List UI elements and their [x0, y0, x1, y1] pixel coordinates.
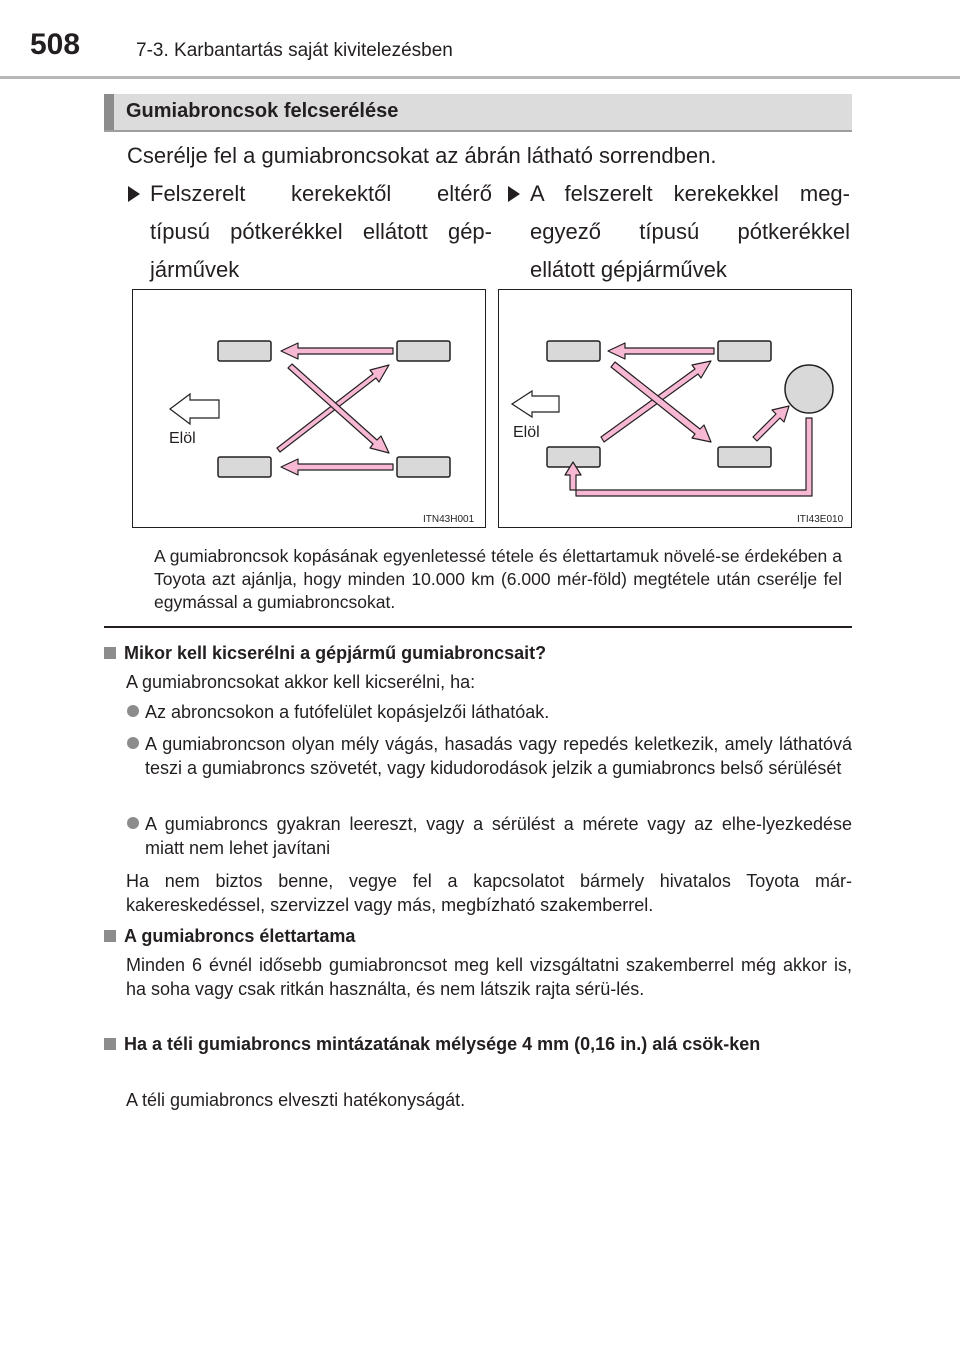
chapter-title: 7-3. Karbantartás saját kivitelezésben: [136, 40, 453, 61]
q2-heading: [104, 924, 852, 948]
tire-front-left: [218, 341, 271, 361]
q2-text: Minden 6 évnél idősebb gumiabroncsot meg kell vizsgáltatni szakemberrel még akkor is, ha soha vagy csak ritkán használta, és nem látszik rajta sérü-lés.: [126, 955, 852, 999]
q1-bullet: [145, 700, 852, 724]
arrow-spare-up-icon: [753, 406, 789, 441]
square-bullet-icon: [104, 647, 116, 659]
arrow-top-icon: [608, 343, 714, 359]
front-label: Elöl: [513, 424, 540, 441]
tire-rear-right: [718, 447, 771, 467]
column-heading-line: ellátott gépjárművek: [530, 257, 727, 282]
tire-rear-left: [218, 457, 271, 477]
column-heading-left: [150, 175, 492, 289]
q1-bullet: [145, 732, 852, 780]
section-accent: [104, 94, 114, 130]
q3-text: A téli gumiabroncs elveszti hatékonyságát.: [126, 1090, 466, 1110]
column-heading-line: egyező típusú pótkerékkel: [530, 219, 850, 244]
q1-heading-text: Mikor kell kicserélni a gépjármű gumiabroncsait?: [124, 643, 547, 663]
rotation-diagram-2: [499, 290, 853, 529]
spare-tire: [785, 365, 833, 413]
page-number: 508: [30, 28, 81, 61]
content-divider: [104, 626, 852, 628]
q1-bullet-text: Az abroncsokon a futófelület kopásjelzői láthatóak.: [145, 702, 550, 722]
rotation-diagram-1: [133, 290, 487, 529]
tire-rotation-figure-1: [132, 289, 486, 528]
square-bullet-icon: [104, 930, 116, 942]
q1-bullet-text: A gumiabroncs gyakran leereszt, vagy a sérülést a mérete vagy az elhe-lyezkedése miatt nem lehet javítani: [145, 814, 852, 858]
triangle-bullet-icon: [508, 186, 520, 202]
q1-lead: A gumiabroncsokat akkor kell kicserélni, ha:: [126, 672, 476, 692]
q2-heading-text: A gumiabroncs élettartama: [124, 926, 356, 946]
figure-caption: A gumiabroncsok kopásának egyenletessé tétele és élettartamuk növelé-se érdekében a Toyota azt ajánlja, hogy minden 10.000 km (6.000 mér-föld) megtétele után cserélje fel egymással a gumiabroncsokat.: [154, 546, 842, 612]
section-heading-bar: [104, 94, 852, 130]
circle-bullet-icon: [127, 737, 139, 749]
column-heading-right: [530, 175, 850, 289]
section-underline: [104, 130, 852, 132]
q1-note: Ha nem biztos benne, vegye fel a kapcsolatot bármely hivatalos Toyota már-kakereskedéssel, szervizzel vagy más, megbízható szakemberrel.: [126, 871, 852, 915]
tire-front-right: [397, 341, 450, 361]
front-label: Elöl: [169, 430, 196, 447]
q3-heading-text: Ha a téli gumiabroncs mintázatának mélysége 4 mm (0,16 in.) alá csök-ken: [124, 1034, 761, 1054]
circle-bullet-icon: [127, 705, 139, 717]
section-title: Gumiabroncsok felcserélése: [126, 100, 399, 122]
arrow-bottom-icon: [281, 459, 393, 475]
section-intro: Cserélje fel a gumiabroncsokat az ábrán látható sorrendben.: [127, 143, 717, 168]
column-heading-line: Felszerelt kerekektől eltérő: [150, 181, 492, 206]
tire-rear-right: [397, 457, 450, 477]
column-heading-line: A felszerelt kerekekkel meg-: [530, 181, 850, 206]
tire-rotation-figure-2: [498, 289, 852, 528]
triangle-bullet-icon: [128, 186, 140, 202]
circle-bullet-icon: [127, 817, 139, 829]
figure-code: ITN43H001: [423, 514, 475, 525]
figure-code: ITI43E010: [797, 514, 844, 525]
tire-front-left: [547, 341, 600, 361]
q3-heading: [104, 1032, 852, 1056]
column-heading-line: típusú pótkerékkel ellátott gép-: [150, 219, 492, 244]
arrow-top-icon: [281, 343, 393, 359]
front-direction-arrow-icon: [512, 391, 559, 417]
front-direction-arrow-icon: [170, 394, 219, 424]
q1-bullet-text: A gumiabroncson olyan mély vágás, hasadás vagy repedés keletkezik, amely láthatóvá teszi a gumiabroncs szövetét, vagy kidudorodások jelzik a gumiabroncs belső sérülését: [145, 734, 852, 778]
tire-front-right: [718, 341, 771, 361]
q1-heading: [104, 641, 852, 665]
arrow-spare-return-icon: [565, 418, 812, 496]
header-divider: [0, 76, 960, 79]
square-bullet-icon: [104, 1038, 116, 1050]
q1-bullet: [145, 812, 852, 860]
column-heading-line: járművek: [150, 257, 240, 282]
